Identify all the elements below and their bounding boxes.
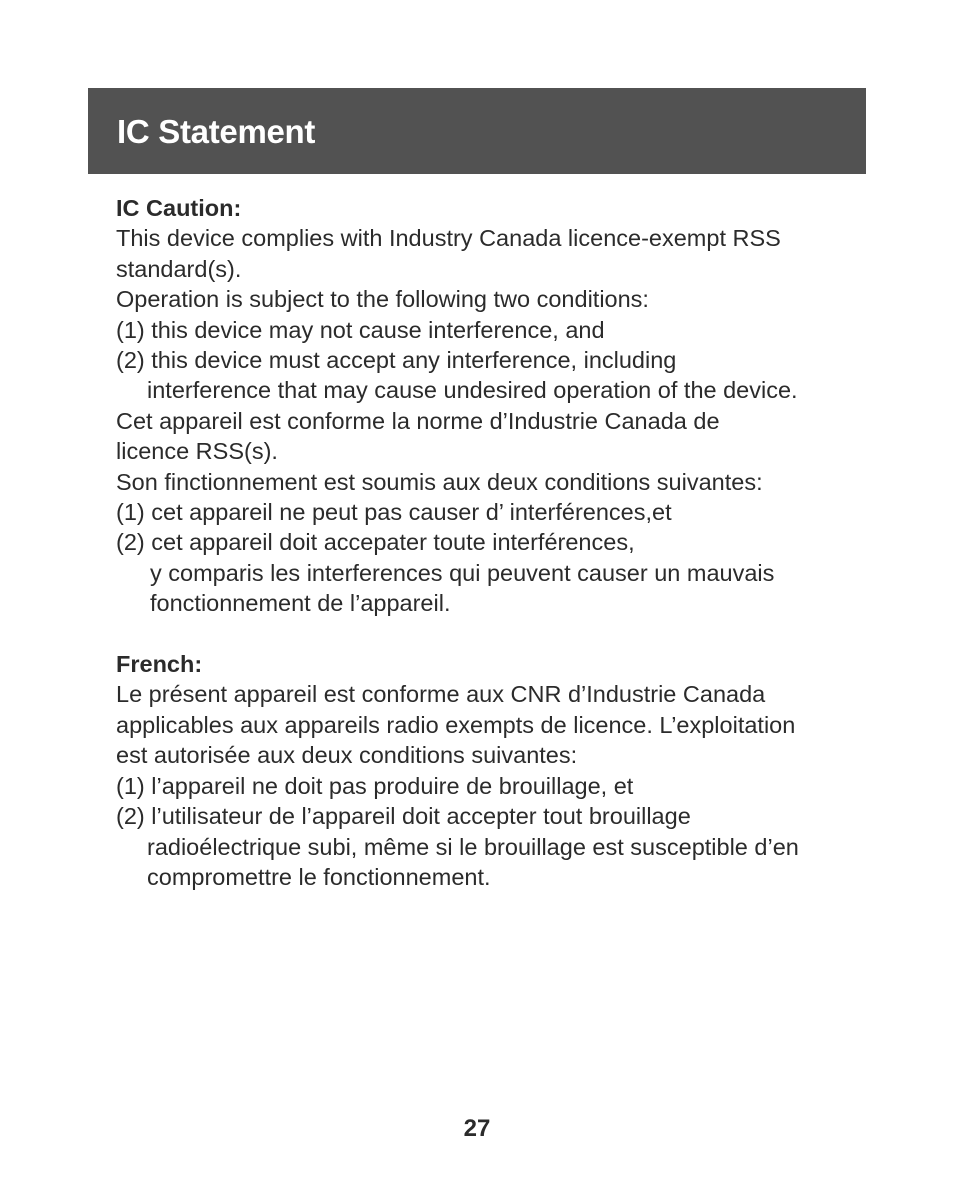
ic-caution-condition-2-fr-cont: fonctionnement de l’appareil. [150, 590, 451, 617]
ic-caution-condition-2-fr: (2) cet appareil doit accepater toute interférences, [116, 529, 635, 556]
page-number: 27 [463, 1115, 491, 1142]
ic-caution-line-fr: Son finctionnement est soumis aux deux conditions suivantes: [116, 468, 763, 495]
section-spacer [116, 619, 876, 649]
ic-caution-line-fr: Cet appareil est conforme la norme d’Industrie Canada de [116, 407, 720, 434]
ic-caution-condition-1-fr: (1) cet appareil ne peut pas causer d’ interférences,et [116, 499, 672, 526]
page-title: IC Statement [117, 113, 316, 150]
french-heading: French: [116, 651, 203, 678]
ic-caution-condition-2: (2) this device must accept any interference, including [116, 347, 677, 374]
french-line: Le présent appareil est conforme aux CNR d’Industrie Canada [116, 681, 766, 708]
french-line: est autorisée aux deux conditions suivantes: [116, 742, 578, 769]
document-body [116, 193, 876, 892]
french-condition-1: (1) l’appareil ne doit pas produire de brouillage, et [116, 772, 634, 799]
ic-caution-condition-2-cont: interference that may cause undesired operation of the device. [147, 377, 798, 404]
ic-caution-line: Operation is subject to the following two conditions: [116, 286, 649, 313]
ic-caution-line-fr: licence RSS(s). [116, 438, 278, 465]
ic-caution-condition-1: (1) this device may not cause interference, and [116, 316, 605, 343]
french-condition-2: (2) l’utilisateur de l’appareil doit accepter tout brouillage [116, 803, 691, 830]
ic-caution-condition-2-fr-cont: y comparis les interferences qui peuvent causer un mauvais [150, 559, 775, 586]
french-condition-2-cont: radioélectrique subi, même si le brouillage est susceptible d’en [147, 833, 799, 860]
french-line: applicables aux appareils radio exempts de licence. L’exploitation [116, 711, 796, 738]
ic-caution-line: standard(s). [116, 255, 242, 282]
french-condition-2-cont: compromettre le fonctionnement. [147, 863, 491, 890]
ic-caution-line: This device complies with Industry Canada licence-exempt RSS [116, 225, 781, 252]
section-header-bar [88, 88, 866, 174]
ic-caution-heading: IC Caution: [116, 195, 242, 221]
